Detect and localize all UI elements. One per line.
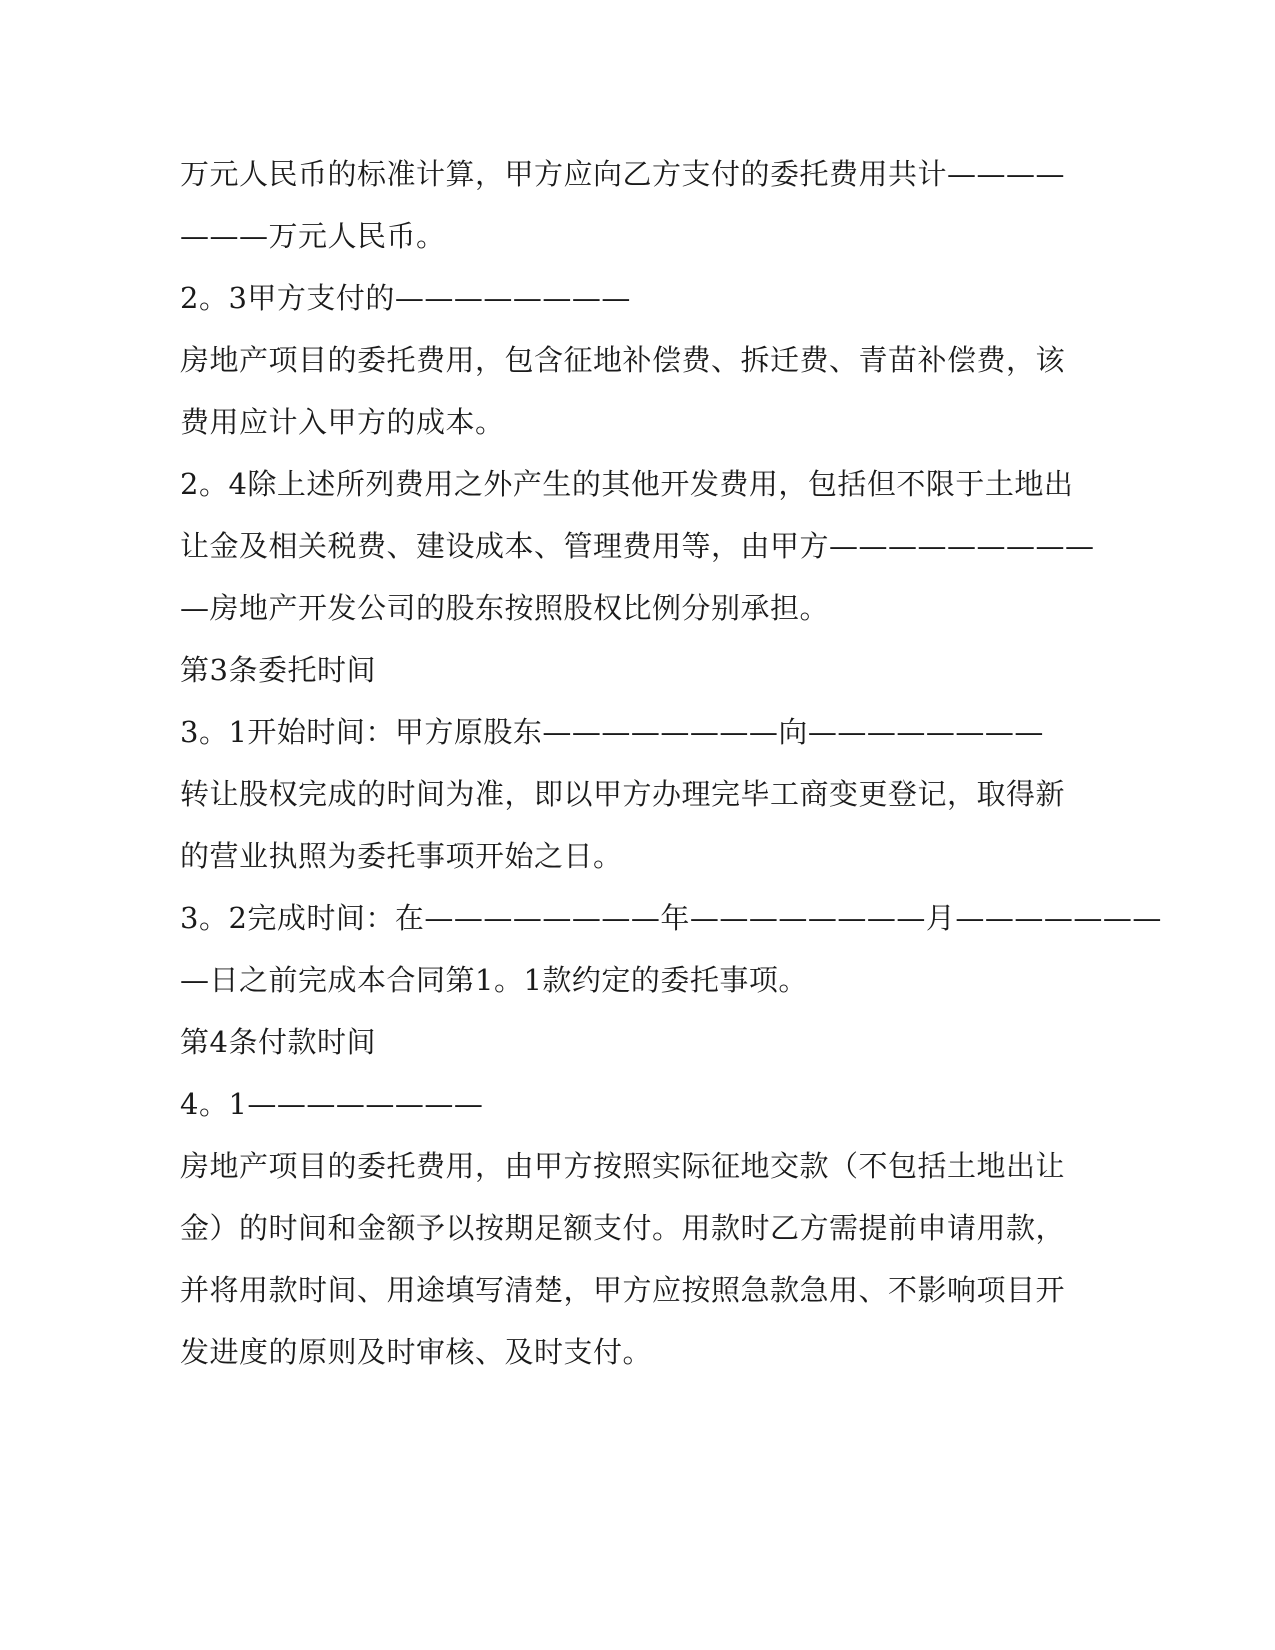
clause-3-2: 3。2完成时间：在————————年————————月——————— — [180, 901, 1162, 935]
article-3-heading: 第3条委托时间 — [180, 653, 376, 687]
document-body — [180, 154, 1162, 1394]
text-line: 万元人民币的标准计算，甲方应向乙方支付的委托费用共计———— — [180, 157, 1066, 191]
text-line: 转让股权完成的时间为准，即以甲方办理完毕工商变更登记，取得新 — [180, 777, 1066, 811]
clause-3-1: 3。1开始时间：甲方原股东————————向———————— — [180, 715, 1044, 749]
clause-2-3: 2。3甲方支付的———————— — [180, 281, 631, 315]
text-line: 金）的时间和金额予以按期足额支付。用款时乙方需提前申请用款， — [180, 1211, 1066, 1245]
article-4-heading: 第4条付款时间 — [180, 1025, 376, 1059]
text-line: —房地产开发公司的股东按照股权比例分别承担。 — [180, 591, 830, 625]
text-line: 的营业执照为委托事项开始之日。 — [180, 839, 623, 873]
text-line: 费用应计入甲方的成本。 — [180, 405, 505, 439]
text-line: 让金及相关税费、建设成本、管理费用等，由甲方————————— — [180, 529, 1095, 563]
text-line: 并将用款时间、用途填写清楚，甲方应按照急款急用、不影响项目开 — [180, 1273, 1066, 1307]
text-line: 房地产项目的委托费用，由甲方按照实际征地交款（不包括土地出让 — [180, 1149, 1066, 1183]
text-line: ———万元人民币。 — [180, 219, 446, 253]
text-line: —日之前完成本合同第1。1款约定的委托事项。 — [180, 963, 808, 997]
text-line: 发进度的原则及时审核、及时支付。 — [180, 1335, 653, 1369]
clause-4-1: 4。1———————— — [180, 1087, 484, 1121]
clause-2-4: 2。4除上述所列费用之外产生的其他开发费用，包括但不限于土地出 — [180, 467, 1074, 501]
text-line: 房地产项目的委托费用，包含征地补偿费、拆迁费、青苗补偿费，该 — [180, 343, 1066, 377]
